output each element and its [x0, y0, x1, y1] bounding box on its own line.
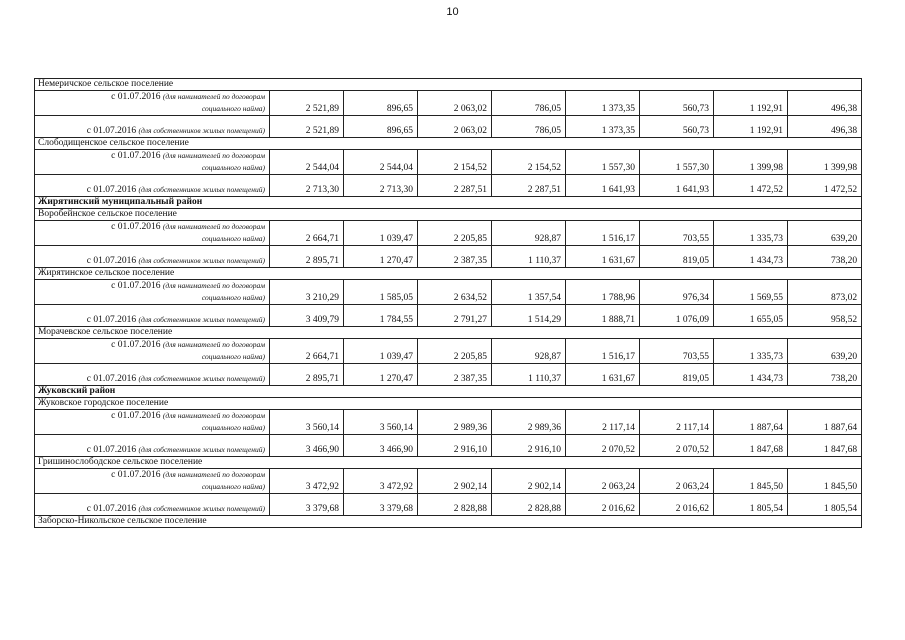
- rate-value-cell: 2 117,14: [640, 410, 714, 435]
- tenants-rate-row: [35, 469, 862, 494]
- tenants-note-line1: (для нанимателей по договорам: [162, 411, 265, 420]
- rate-value-cell: 896,65: [344, 116, 418, 138]
- rate-value-cell: 2 521,89: [270, 91, 344, 116]
- rate-value-cell: 1 631,67: [566, 364, 640, 386]
- rate-value-cell: 1 887,64: [714, 410, 788, 435]
- effective-date: с 01.07.2016: [111, 470, 161, 480]
- rate-value-cell: 1 270,47: [344, 246, 418, 268]
- rate-value-cell: 2 916,10: [492, 435, 566, 457]
- settlement-row: [35, 457, 862, 469]
- rate-value-cell: 1 373,35: [566, 91, 640, 116]
- rate-category-label: [35, 305, 270, 327]
- rate-value-cell: 786,05: [492, 116, 566, 138]
- owners-rate-row: [35, 494, 862, 516]
- rate-value-cell: 786,05: [492, 91, 566, 116]
- rate-value-cell: 3 466,90: [270, 435, 344, 457]
- settlement-name: Немеричское сельское поселение: [35, 79, 862, 91]
- tenants-rate-row: [35, 91, 862, 116]
- rate-value-cell: 1 631,67: [566, 246, 640, 268]
- rate-value-cell: 1 569,55: [714, 280, 788, 305]
- settlement-name: Заборско-Никольское сельское поселение: [35, 516, 862, 528]
- rate-value-cell: 1 514,29: [492, 305, 566, 327]
- tenants-note-line2: социального найма): [201, 293, 265, 302]
- settlement-row: [35, 138, 862, 150]
- rate-value-cell: 1 847,68: [788, 435, 862, 457]
- rate-value-cell: 1 399,98: [714, 150, 788, 175]
- tenants-rate-row: [35, 150, 862, 175]
- tenants-note-line1: (для нанимателей по договорам: [162, 340, 265, 349]
- effective-date: с 01.07.2016: [86, 504, 137, 514]
- rate-value-cell: 1 076,09: [640, 305, 714, 327]
- rate-value-cell: 2 016,62: [566, 494, 640, 516]
- rate-value-cell: 3 409,79: [270, 305, 344, 327]
- rate-value-cell: 1 039,47: [344, 221, 418, 246]
- rate-value-cell: 3 379,68: [344, 494, 418, 516]
- rate-value-cell: 2 205,85: [418, 339, 492, 364]
- tenants-note-line2: социального найма): [201, 163, 265, 172]
- rate-value-cell: 819,05: [640, 246, 714, 268]
- tenants-note-line1: (для нанимателей по договорам: [162, 222, 265, 231]
- rate-value-cell: 1 357,54: [492, 280, 566, 305]
- effective-date: с 01.07.2016: [111, 151, 161, 161]
- rate-value-cell: 1 434,73: [714, 364, 788, 386]
- rate-value-cell: 928,87: [492, 221, 566, 246]
- effective-date: с 01.07.2016: [86, 256, 137, 266]
- rate-value-cell: 3 210,29: [270, 280, 344, 305]
- rate-value-cell: 1 805,54: [714, 494, 788, 516]
- rate-label-line2: [35, 162, 265, 174]
- rate-value-cell: 896,65: [344, 91, 418, 116]
- rate-value-cell: 1 434,73: [714, 246, 788, 268]
- district-row: [35, 386, 862, 398]
- owners-rate-row: [35, 435, 862, 457]
- settlement-name: Жирятинское сельское поселение: [35, 268, 862, 280]
- rate-value-cell: 738,20: [788, 246, 862, 268]
- rate-value-cell: 1 887,64: [788, 410, 862, 435]
- tariff-table-body: [35, 79, 862, 528]
- rate-category-label: [35, 364, 270, 386]
- rate-value-cell: 1 110,37: [492, 246, 566, 268]
- settlement-row: [35, 79, 862, 91]
- owners-note: (для собственников жилых помещений): [138, 256, 265, 265]
- rate-category-label: [35, 280, 270, 305]
- rate-value-cell: 1 472,52: [788, 175, 862, 197]
- settlement-name: Морачевское сельское поселение: [35, 327, 862, 339]
- rate-value-cell: 3 560,14: [344, 410, 418, 435]
- rate-label-line1: [35, 150, 265, 162]
- rate-value-cell: 2 634,52: [418, 280, 492, 305]
- rate-value-cell: 2 387,35: [418, 246, 492, 268]
- rate-value-cell: 1 845,50: [714, 469, 788, 494]
- tenants-note-line2: социального найма): [201, 423, 265, 432]
- rate-value-cell: 1 192,91: [714, 116, 788, 138]
- effective-date: с 01.07.2016: [86, 185, 137, 195]
- owners-note: (для собственников жилых помещений): [138, 315, 265, 324]
- tenants-note-line2: социального найма): [201, 234, 265, 243]
- rate-label-line2: [35, 103, 265, 115]
- rate-value-cell: 2 070,52: [566, 435, 640, 457]
- owners-rate-row: [35, 305, 862, 327]
- rate-label-line2: [35, 233, 265, 245]
- owners-rate-row: [35, 175, 862, 197]
- rate-value-cell: 3 560,14: [270, 410, 344, 435]
- settlement-name: Жуковское городское поселение: [35, 398, 862, 410]
- rate-value-cell: 2 063,24: [640, 469, 714, 494]
- rate-value-cell: 2 544,04: [344, 150, 418, 175]
- tenants-rate-row: [35, 339, 862, 364]
- rate-value-cell: 2 902,14: [418, 469, 492, 494]
- rate-value-cell: 2 070,52: [640, 435, 714, 457]
- rate-value-cell: 2 895,71: [270, 364, 344, 386]
- rate-category-label: [35, 469, 270, 494]
- district-name: Жуковский район: [35, 386, 862, 398]
- rate-value-cell: 2 287,51: [492, 175, 566, 197]
- owners-note: (для собственников жилых помещений): [138, 185, 265, 194]
- effective-date: с 01.07.2016: [86, 126, 137, 136]
- tenants-note-line1: (для нанимателей по договорам: [162, 470, 265, 479]
- rate-label-line1: [35, 339, 265, 351]
- rate-value-cell: 639,20: [788, 339, 862, 364]
- rate-value-cell: 2 544,04: [270, 150, 344, 175]
- rate-value-cell: 1 585,05: [344, 280, 418, 305]
- rate-value-cell: 3 472,92: [270, 469, 344, 494]
- effective-date: с 01.07.2016: [86, 445, 137, 455]
- rate-value-cell: 2 154,52: [418, 150, 492, 175]
- rate-value-cell: 2 916,10: [418, 435, 492, 457]
- rate-label-line2: [35, 422, 265, 434]
- rate-category-label: [35, 410, 270, 435]
- rate-value-cell: 560,73: [640, 116, 714, 138]
- rate-value-cell: 958,52: [788, 305, 862, 327]
- rate-value-cell: 496,38: [788, 116, 862, 138]
- owners-note: (для собственников жилых помещений): [138, 374, 265, 383]
- rate-category-label: [35, 246, 270, 268]
- rate-label-line1: [35, 221, 265, 233]
- rate-value-cell: 1 847,68: [714, 435, 788, 457]
- rate-value-cell: 2 117,14: [566, 410, 640, 435]
- rate-category-label: [35, 494, 270, 516]
- tenants-note-line1: (для нанимателей по договорам: [162, 92, 265, 101]
- effective-date: с 01.07.2016: [111, 222, 161, 232]
- rate-value-cell: 2 664,71: [270, 221, 344, 246]
- tenants-rate-row: [35, 221, 862, 246]
- tenants-note-line2: социального найма): [201, 352, 265, 361]
- rate-category-label: [35, 435, 270, 457]
- rate-label-line1: [35, 91, 265, 103]
- rate-value-cell: 2 713,30: [344, 175, 418, 197]
- page-number: 10: [446, 6, 459, 18]
- rate-label-line1: [35, 410, 265, 422]
- rate-value-cell: 1 270,47: [344, 364, 418, 386]
- rate-label-line1: [35, 469, 265, 481]
- rate-value-cell: 2 989,36: [418, 410, 492, 435]
- rate-value-cell: 2 895,71: [270, 246, 344, 268]
- effective-date: с 01.07.2016: [111, 340, 161, 350]
- rate-value-cell: 639,20: [788, 221, 862, 246]
- rate-value-cell: 1 110,37: [492, 364, 566, 386]
- settlement-name: Гришинослободское сельское поселение: [35, 457, 862, 469]
- rate-value-cell: 928,87: [492, 339, 566, 364]
- effective-date: с 01.07.2016: [111, 281, 161, 291]
- settlement-row: [35, 516, 862, 528]
- rate-value-cell: 2 016,62: [640, 494, 714, 516]
- rate-value-cell: 2 063,24: [566, 469, 640, 494]
- rate-category-label: [35, 221, 270, 246]
- owners-rate-row: [35, 116, 862, 138]
- rate-value-cell: 1 516,17: [566, 221, 640, 246]
- rate-value-cell: 1 641,93: [640, 175, 714, 197]
- tenants-rate-row: [35, 410, 862, 435]
- settlement-row: [35, 268, 862, 280]
- rate-value-cell: 2 828,88: [418, 494, 492, 516]
- rate-value-cell: 2 713,30: [270, 175, 344, 197]
- settlement-row: [35, 398, 862, 410]
- rate-value-cell: 560,73: [640, 91, 714, 116]
- rate-value-cell: 1 888,71: [566, 305, 640, 327]
- tenants-note-line1: (для нанимателей по договорам: [162, 281, 265, 290]
- rate-value-cell: 1 399,98: [788, 150, 862, 175]
- rate-value-cell: 2 205,85: [418, 221, 492, 246]
- owners-note: (для собственников жилых помещений): [138, 445, 265, 454]
- rate-value-cell: 2 154,52: [492, 150, 566, 175]
- rate-value-cell: 873,02: [788, 280, 862, 305]
- effective-date: с 01.07.2016: [86, 315, 137, 325]
- rate-category-label: [35, 150, 270, 175]
- effective-date: с 01.07.2016: [111, 411, 161, 421]
- rate-value-cell: 3 472,92: [344, 469, 418, 494]
- rate-value-cell: 976,34: [640, 280, 714, 305]
- rate-value-cell: 1 516,17: [566, 339, 640, 364]
- rate-value-cell: 2 902,14: [492, 469, 566, 494]
- owners-note: (для собственников жилых помещений): [138, 126, 265, 135]
- tenants-note-line2: социального найма): [201, 482, 265, 491]
- rate-value-cell: 1 655,05: [714, 305, 788, 327]
- settlement-row: [35, 209, 862, 221]
- rate-value-cell: 2 791,27: [418, 305, 492, 327]
- rate-value-cell: 703,55: [640, 339, 714, 364]
- tenants-rate-row: [35, 280, 862, 305]
- rate-value-cell: 3 466,90: [344, 435, 418, 457]
- rate-value-cell: 1 784,55: [344, 305, 418, 327]
- owners-note: (для собственников жилых помещений): [138, 504, 265, 513]
- rate-value-cell: 1 039,47: [344, 339, 418, 364]
- rate-value-cell: 2 828,88: [492, 494, 566, 516]
- rate-value-cell: 1 192,91: [714, 91, 788, 116]
- rate-value-cell: 1 557,30: [640, 150, 714, 175]
- rate-category-label: [35, 175, 270, 197]
- rate-category-label: [35, 116, 270, 138]
- tenants-note-line2: социального найма): [201, 104, 265, 113]
- rate-value-cell: 1 335,73: [714, 221, 788, 246]
- rate-value-cell: 2 063,02: [418, 91, 492, 116]
- rate-category-label: [35, 91, 270, 116]
- rate-value-cell: 703,55: [640, 221, 714, 246]
- rate-category-label: [35, 339, 270, 364]
- rate-value-cell: 1 788,96: [566, 280, 640, 305]
- effective-date: с 01.07.2016: [86, 374, 137, 384]
- rate-label-line2: [35, 292, 265, 304]
- settlement-row: [35, 327, 862, 339]
- rate-value-cell: 2 989,36: [492, 410, 566, 435]
- owners-rate-row: [35, 246, 862, 268]
- rate-value-cell: 2 664,71: [270, 339, 344, 364]
- owners-rate-row: [35, 364, 862, 386]
- rate-label-line2: [35, 351, 265, 363]
- rate-value-cell: 496,38: [788, 91, 862, 116]
- rate-value-cell: 1 335,73: [714, 339, 788, 364]
- rate-value-cell: 819,05: [640, 364, 714, 386]
- rate-value-cell: 3 379,68: [270, 494, 344, 516]
- rate-value-cell: 1 472,52: [714, 175, 788, 197]
- rate-value-cell: 1 641,93: [566, 175, 640, 197]
- rate-value-cell: 2 063,02: [418, 116, 492, 138]
- district-row: [35, 197, 862, 209]
- rate-label-line1: [35, 280, 265, 292]
- rate-value-cell: 1 373,35: [566, 116, 640, 138]
- district-name: Жирятинский муниципальный район: [35, 197, 862, 209]
- tariff-table: [34, 78, 862, 528]
- rate-value-cell: 738,20: [788, 364, 862, 386]
- rate-label-line2: [35, 481, 265, 493]
- rate-value-cell: 1 805,54: [788, 494, 862, 516]
- rate-value-cell: 1 557,30: [566, 150, 640, 175]
- rate-value-cell: 2 387,35: [418, 364, 492, 386]
- rate-value-cell: 2 521,89: [270, 116, 344, 138]
- effective-date: с 01.07.2016: [111, 92, 161, 102]
- tenants-note-line1: (для нанимателей по договорам: [162, 151, 265, 160]
- settlement-name: Слободищенское сельское поселение: [35, 138, 862, 150]
- settlement-name: Воробейнское сельское поселение: [35, 209, 862, 221]
- rate-value-cell: 1 845,50: [788, 469, 862, 494]
- rate-value-cell: 2 287,51: [418, 175, 492, 197]
